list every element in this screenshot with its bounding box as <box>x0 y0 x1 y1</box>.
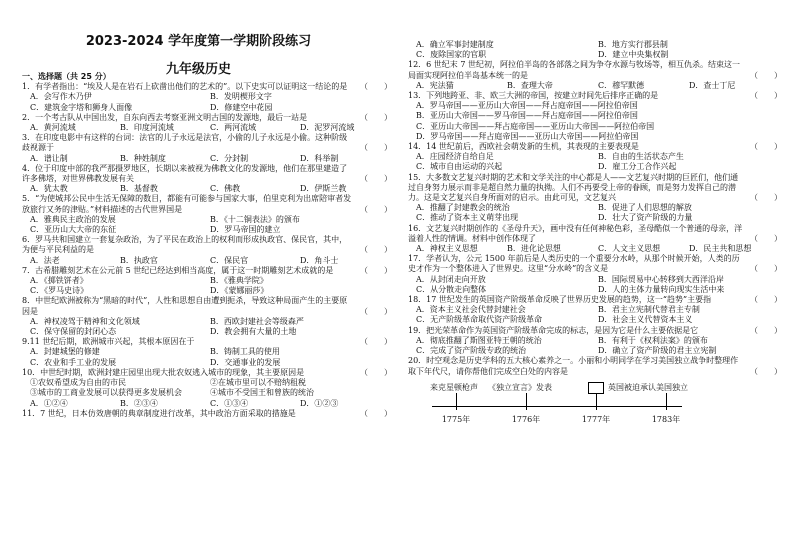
question-stem: 17．学者认为，公元 1500 年前后是人类历史的一个重要分水岭，从那个时候开始，人类的历史才作为一个整体进入了世界史。这里“分水岭”的含义是 <box>408 254 740 274</box>
option: D．罗马帝国——拜占庭帝国——亚历山大帝国——阿拉伯帝国 <box>416 131 639 141</box>
option: D．角斗士 <box>300 255 339 265</box>
option-list <box>22 184 390 194</box>
question-stem: 8．中世纪欧洲被称为“黑暗的时代”，人性和思想自由遭到扼杀，导致这种局面产生的主要原因是 <box>22 296 348 316</box>
option: D．壮大了资产阶级的力量 <box>598 213 693 223</box>
timeline-arrow <box>526 393 527 406</box>
answer-blank: （ ） <box>360 408 392 418</box>
option: A．黄河流域 <box>30 123 76 133</box>
option: D．①②③ <box>300 398 339 408</box>
option: D．科举制 <box>300 153 339 163</box>
option-list <box>22 276 390 296</box>
option: A．确立军事封建制度 <box>416 40 494 49</box>
question <box>408 91 780 101</box>
option-list <box>408 40 780 60</box>
question-stem: 12．6 世纪末 7 世纪初，阿拉伯半岛的各部落之间为争夺水源与牧场等，相互仇杀。结束这一局面实现阿拉伯半岛基本统一的是 <box>408 60 740 80</box>
option: B．进化论思想 <box>507 244 561 254</box>
question <box>22 296 390 316</box>
option-list <box>22 123 390 133</box>
option: B．印度河流域 <box>120 123 174 133</box>
question <box>22 164 390 184</box>
option-list <box>408 305 780 325</box>
option-list <box>408 244 780 254</box>
answer-blank: （ ） <box>360 245 392 255</box>
option: A．庄园经济自给自足 <box>416 152 494 162</box>
option: C．亚历山大大帝的东征 <box>30 225 117 235</box>
timeline-arrow <box>666 393 667 406</box>
left-question-list <box>22 82 390 419</box>
timeline-arrow <box>456 393 457 406</box>
option: C．①③④ <box>210 398 249 408</box>
option-list <box>408 275 780 295</box>
answer-blank: （ ） <box>750 264 782 274</box>
option: A．罗马帝国——亚历山大帝国——拜占庭帝国——阿拉伯帝国 <box>416 101 638 111</box>
timeline-year: 1777年 <box>581 414 611 424</box>
answer-blank: （ ） <box>750 70 782 80</box>
option: D．社会主义代替资本主义 <box>598 315 693 325</box>
timeline-event: 来克星顿枪声 <box>430 382 478 392</box>
option: ③城市的工商业发展可以获得更多发展机会 <box>30 388 182 398</box>
question-stem: 5．“为使城邦公民中生活无保障的数目，都能有可能参与国家大事，伯里克利为出席陪审者发放旅行又务的津贴。”材料描述的古代世界国是 <box>22 194 352 214</box>
option: B．②③④ <box>120 398 158 408</box>
question-stem: 19．把光荣革命作为英国资产阶级革命完成的标志，是因为它是什么主要依据是它 <box>408 325 699 335</box>
section-heading: 一、选择题（共 25 分） <box>22 72 111 81</box>
question-stem: 9.11 世纪后期，欧洲城市兴起，其根本原因在于 <box>22 337 195 347</box>
option: A．神权主义思想 <box>416 244 478 254</box>
question <box>22 113 390 123</box>
option: B．基督教 <box>120 184 158 194</box>
question <box>22 82 390 92</box>
question-stem: 1．有学者指出：“埃及人是在岩石上砍凿出他们的艺术的”。以下史实可以证明这一结论的是 <box>22 82 348 92</box>
option: C．《罗马史诗》 <box>30 286 89 296</box>
option: B．铸制工具的使用 <box>210 347 280 357</box>
question-stem: 20．时空观念是历史学科的五大核心素养之一。小丽和小明同学在学习美国独立战争时整理作取下年代尺，请你帮他们完成空白处的内容是 <box>408 356 739 376</box>
option: C．城市自由运动的兴起 <box>416 162 503 172</box>
question-stem: 13．下列地跨亚、非、欧三大洲的帝国，按建立时间先后排序正确的是 <box>408 91 659 101</box>
answer-blank: （ ） <box>750 295 782 305</box>
question <box>22 409 390 419</box>
question-stem: 6．罗马共和国建立一套复杂政治，为了平民在政治上的权利而形成执政官、保民官，其中，为便与平民利益的是 <box>22 235 348 255</box>
option-list <box>22 378 390 398</box>
option: B．促进了人们思想的解放 <box>598 203 692 213</box>
option: B．查理大帝 <box>507 80 553 90</box>
option: B．国际贸易中心转移到大西洋沿岸 <box>598 274 724 284</box>
option: A．①②④ <box>30 398 68 408</box>
option: A．犹太教 <box>30 184 68 194</box>
option: D．罗马帝国的建立 <box>210 225 281 235</box>
option: D．雇工分工合作兴起 <box>598 162 677 172</box>
option: C．完成了资产阶级专政的统治 <box>416 346 527 356</box>
left-column <box>22 72 390 419</box>
question <box>408 224 780 244</box>
option: A．法老 <box>30 255 60 265</box>
question <box>408 295 780 305</box>
option: B．有利于《权利法案》的颁布 <box>598 335 708 345</box>
answer-blank: （ ） <box>750 91 782 101</box>
option: A．雅典民主政治的发展 <box>30 214 116 224</box>
option: B．西欧封建社会等级森严 <box>210 316 304 326</box>
answer-blank: （ ） <box>750 325 782 335</box>
option: D．人的主体力量转向现实生活中来 <box>598 284 725 294</box>
option: A．会写作木乃伊 <box>30 92 92 102</box>
option: ②在城市里可以不赔纳租税 <box>210 378 306 388</box>
option: D．修建空中花园 <box>210 102 273 112</box>
question-stem: 3．在印度电影中有这样的台词：法官的儿子永远是法官，小偷的儿子永远是小偷。这种阶级歧视源于 <box>22 133 348 153</box>
question <box>408 60 780 80</box>
option: B．地方实行郡县制 <box>598 40 668 49</box>
question <box>22 235 390 255</box>
right-column <box>408 40 780 437</box>
option: C．两河流域 <box>210 123 257 133</box>
answer-blank: （ ） <box>360 82 392 92</box>
option: A．宪法猫 <box>416 80 454 90</box>
question-stem: 14．14 世纪前后，西欧社会萌发新的生机，其表现的主要表现是 <box>408 142 639 152</box>
timeline-axis <box>432 406 682 407</box>
question-stem: 11．7 世纪，日本仿效唐朝的典章制度进行改革，其中政治方面采取的措施是 <box>22 408 296 418</box>
answer-blank: （ ） <box>750 233 782 243</box>
option-list <box>22 215 390 235</box>
option: D．泥罗河流域 <box>300 123 355 133</box>
option: B．自由的生活状态产生 <box>598 152 684 162</box>
option-list <box>408 81 780 91</box>
option-list <box>22 347 390 367</box>
option-list <box>22 256 390 266</box>
option: D．伊斯兰教 <box>300 184 347 194</box>
option: D．确立了资产阶级的君主立宪制 <box>598 346 717 356</box>
answer-blank: （ ） <box>750 366 782 376</box>
option: C．穆罕默德 <box>598 80 645 90</box>
option: D．建立中央集权制 <box>598 50 669 60</box>
question <box>408 254 780 274</box>
option-list <box>408 203 780 223</box>
question <box>408 356 780 376</box>
option-list <box>22 154 390 164</box>
option: C．人文主义思想 <box>598 244 661 254</box>
question <box>22 133 390 153</box>
timeline-event: 英国被迫承认美国独立 <box>608 382 688 392</box>
option: B．君主立宪制代替君主专制 <box>598 305 700 315</box>
question-stem: 4．位于印度中部的我严那摄罗地区，长期以来被视为佛教文化的发源地，他们在那里建造了许多佛塔，对世界佛教发展有关 <box>22 163 348 184</box>
option: D．民主共和思想 <box>689 244 752 254</box>
option: D．《蒙娜丽莎》 <box>210 286 269 296</box>
option: A．封建城堡的修建 <box>30 347 100 357</box>
timeline-blank-box <box>588 382 604 394</box>
option: B．种姓制度 <box>120 153 166 163</box>
answer-blank: （ ） <box>360 306 392 316</box>
answer-blank: （ ） <box>360 337 392 347</box>
grade-subject-title: 九年级历史 <box>165 62 231 77</box>
option: C．亚历山大帝国——拜占庭帝国——亚历山大帝国——阿拉伯帝国 <box>416 121 655 131</box>
answer-blank: （ ） <box>750 142 782 152</box>
option: C．佛教 <box>210 184 241 194</box>
question <box>408 173 780 204</box>
option-list <box>22 317 390 337</box>
option: ①农奴希望成为自由的市民 <box>30 378 126 388</box>
option: C．废除国家的官职 <box>416 50 487 60</box>
question-stem: 10．中世纪时期，欧洲封建庄园里出现大批农奴逃入城市的现象，其主要原因是 <box>22 367 305 377</box>
option: A．彻底推翻了斯图亚特王朝的统治 <box>416 335 542 345</box>
answer-blank: （ ） <box>360 367 392 377</box>
option: ④城市不受国王和曾族的统治 <box>210 388 314 398</box>
option: C．无产阶级革命取代资产阶级革命 <box>416 315 543 325</box>
answer-blank: （ ） <box>750 193 782 203</box>
question-stem: 15．大多数文艺复兴时期的艺术和文学关注的中心都是人——文艺复兴时期的巨匠们，他们通过自身努力展示而非是超自然力量的执拗。人们不再要受上帝的眷顾，而是努力发挥自己的潜力。这是文艺复兴自身所面对的启示。由此可见，文艺复兴 <box>408 172 739 203</box>
option: A．推翻了封建教会的统治 <box>416 203 510 213</box>
option: A．谱让制 <box>30 153 68 163</box>
option: D．交通事业的发展 <box>210 357 281 367</box>
answer-blank: （ ） <box>360 143 392 153</box>
question-stem: 18．17 世纪发生的英国资产阶级革命反映了世界历史发展的趋势，这一“趋势”主要指 <box>408 295 712 305</box>
option: C．建筑金字塔和狮身人面像 <box>30 102 133 112</box>
answer-blank: （ ） <box>360 112 392 122</box>
question-stem: 7．古希腊雕刻艺术在公元前 5 世纪已经达到相当高度，属于这一时期雕刻艺术成就的是 <box>22 265 334 275</box>
option-list <box>22 399 390 409</box>
option-list <box>408 101 780 142</box>
option: A．资本主义社会代替封建社会 <box>416 305 526 315</box>
timeline-year: 1776年 <box>511 414 541 424</box>
timeline <box>408 381 780 437</box>
option: C．从分散走向整体 <box>416 284 487 294</box>
question <box>408 326 780 336</box>
timeline-arrow <box>596 393 597 406</box>
question <box>408 142 780 152</box>
option: A．神权凌驾于精神和文化领域 <box>30 316 140 326</box>
question-stem: 16．文艺复兴时期创作的《圣母升天》，画中没有任何神秘色彩，圣母酷似一个普通的母亲，洋溢着人性的情调。材料中创作体现了 <box>408 223 743 243</box>
option: C．分封制 <box>210 153 249 163</box>
question-stem: 2．一个考古队从中国出发，自东向西去考察亚洲文明古国的发源地，最后一站是 <box>22 112 308 122</box>
option-list <box>408 152 780 172</box>
timeline-event: 《独立宣言》发表 <box>488 382 552 392</box>
option: C．农业和手工业的发展 <box>30 357 117 367</box>
option-list <box>408 336 780 356</box>
option: B．发明楔形文字 <box>210 92 272 102</box>
answer-blank: （ ） <box>360 265 392 275</box>
question <box>22 368 390 378</box>
option: C．保民官 <box>210 255 249 265</box>
timeline-year: 1783年 <box>651 414 681 424</box>
option: B．《雅典学院》 <box>210 276 268 286</box>
question <box>22 337 390 347</box>
option: B．执政官 <box>120 255 158 265</box>
option-list <box>22 92 390 112</box>
right-question-list <box>408 40 780 377</box>
option: B．《十二铜表法》的颁布 <box>210 214 300 224</box>
answer-blank: （ ） <box>360 204 392 214</box>
option: C．推动了资本主义萌芽出现 <box>416 213 519 223</box>
option: D．教会拥有大量的土地 <box>210 327 297 337</box>
option: C．保守保留的封闭心态 <box>30 327 117 337</box>
question <box>22 266 390 276</box>
option: A．从封闭走向开放 <box>416 274 486 284</box>
option: A．《掷铁饼者》 <box>30 276 88 286</box>
question <box>22 194 390 214</box>
answer-blank: （ ） <box>360 174 392 184</box>
option: D．查士丁尼 <box>689 80 736 90</box>
timeline-year: 1775年 <box>441 414 471 424</box>
option: B．亚历山大帝国——罗马帝国——拜占庭帝国——阿拉伯帝国 <box>416 111 638 121</box>
page-title: 2023-2024 学年度第一学期阶段练习 <box>85 34 312 49</box>
